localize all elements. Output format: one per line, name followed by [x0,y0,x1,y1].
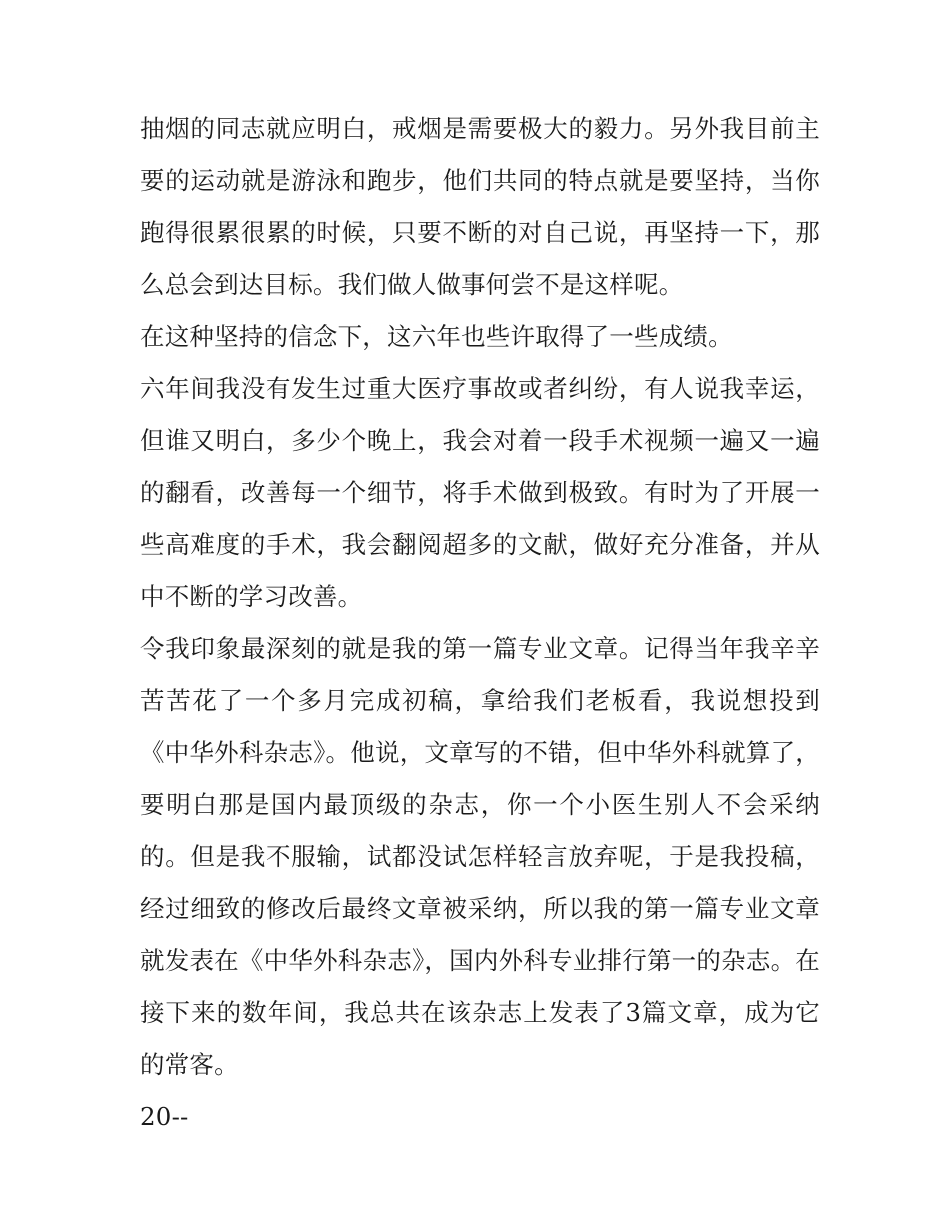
page-year-mark: 20-- [140,1102,189,1131]
paragraph-first-article: 令我印象最深刻的就是我的第一篇专业文章。记得当年我辛辛苦苦花了一个多月完成初稿，拿给我们老板看，我说想投到《中华外科杂志》。他说，文章写的不错，但中华外科就算了，要明白那是国内最顶级的杂志，你一个小医生别人不会采纳的。但是我不服输，试都没试怎样轻言放弃呢，于是我投稿，经过细致的修改后最终文章被采纳，所以我的第一篇专业文章就发表在《中华外科杂志》，国内外科专业排行第一的杂志。在接下来的数年间，我总共在该杂志上发表了3篇文章，成为它的常客。 [140,634,820,1079]
paragraph-persistence: 在这种坚持的信念下，这六年也些许取得了一些成绩。 [140,322,733,351]
paragraph-quit-smoking-and-exercise: 抽烟的同志就应明白，戒烟是需要极大的毅力。另外我目前主要的运动就是游泳和跑步，他们共同的特点就是要坚持，当你跑得很累很累的时候，只要不断的对自己说，再坚持一下，那么总会到达目标。我们做人做事何尝不是这样呢。 [140,114,820,299]
document-body [140,103,820,1143]
paragraph-no-medical-accidents: 六年间我没有发生过重大医疗事故或者纠纷，有人说我幸运，但谁又明白，多少个晚上，我会对着一段手术视频一遍又一遍的翻看，改善每一个细节，将手术做到极致。有时为了开展一些高难度的手术，我会翻阅超多的文献，做好充分准备，并从中不断的学习改善。 [140,374,820,611]
